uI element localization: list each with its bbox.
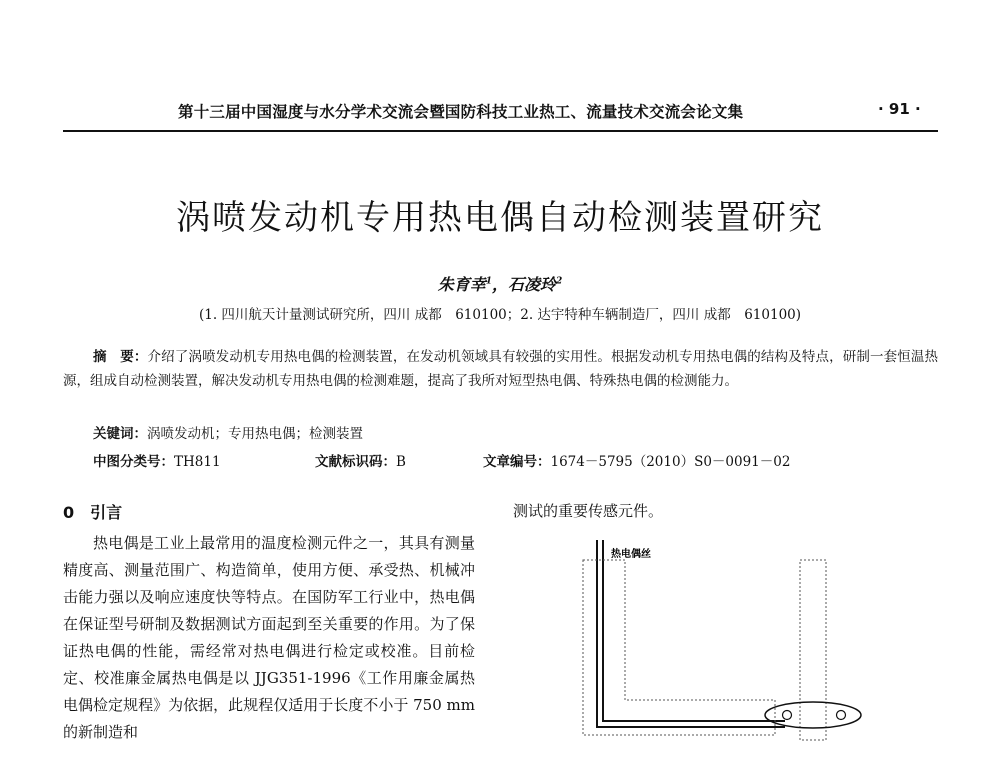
journal-header: 第十三届中国湿度与水分学术交流会暨国防科技工业热工、流量技术交流会论文集 — [178, 103, 744, 121]
author-2-affil-mark: 2 — [556, 276, 563, 287]
affiliations: (1. 四川航天计量测试研究所，四川 成都 610100；2. 达宇特种车辆制造厂，四川 成都 610100) — [198, 307, 802, 323]
keywords-label: 关键词： — [93, 426, 147, 442]
thermocouple-diagram — [575, 530, 875, 750]
doc-code-value: B — [396, 454, 406, 470]
flange-hole-right — [837, 711, 846, 720]
keywords-text: 涡喷发动机；专用热电偶；检测装置 — [147, 426, 363, 442]
author-2: 石凌玲 — [508, 275, 557, 294]
keywords — [93, 422, 363, 442]
right-column-continuation: 测试的重要传感元件。 — [513, 502, 664, 520]
introduction-body: 热电偶是工业上最常用的温度检测元件之一，其具有测量精度高、测量范围广、构造简单，使用方便、承受热、机械冲击能力强以及响应速度快等特点。在国防军工行业中，热电偶在保证型号研制及数据测试方面起到至关重要的作用。为了保证热电偶的性能，需经常对热电偶进行检定或校准。目前检定、校准廉金属热电偶是以 JJG351-1996《工作用廉金属热电偶检定规程》为依据，此规程仅适用于长度不小于 750 mm 的新制造和 — [63, 534, 475, 741]
page-number: · 91 · — [878, 100, 921, 118]
figure-label: 热电偶丝 — [611, 549, 651, 560]
article-number — [483, 450, 790, 470]
header-divider — [63, 130, 938, 132]
abstract-label: 摘 要： — [93, 349, 148, 365]
flange-hole-left — [783, 711, 792, 720]
author-1: 朱育幸 — [437, 275, 486, 294]
clc-label: 中图分类号： — [93, 454, 174, 470]
article-number-value: 1674－5795（2010）S0－0091－02 — [550, 454, 791, 470]
abstract — [63, 345, 938, 393]
abstract-text: 介绍了涡喷发动机专用热电偶的检测装置，在发动机领域具有较强的实用性。根据发动机专用热电偶的结构及特点，研制一套恒温热源，组成自动检测装置，解决发动机专用热电偶的检测难题，提高了我所对短型热电偶、特殊热电偶的检测能力。 — [63, 349, 939, 389]
paper-title: 涡喷发动机专用热电偶自动检测装置研究 — [176, 198, 824, 238]
author-separator: ， — [491, 275, 508, 294]
document-code — [315, 450, 406, 470]
clc-value: TH811 — [174, 454, 221, 470]
author-1-affil-mark: 1 — [485, 276, 492, 287]
mount-post — [800, 560, 826, 740]
thermocouple-figure — [575, 530, 875, 754]
article-number-label: 文章编号： — [483, 454, 551, 470]
author-line — [0, 272, 1000, 295]
mount-flange — [765, 702, 861, 728]
doc-code-label: 文献标识码： — [315, 454, 396, 470]
section-heading-introduction: 0 引言 — [63, 503, 123, 522]
wire-inner — [603, 540, 785, 721]
clc-number — [93, 450, 221, 470]
sheath-outline — [583, 560, 775, 735]
